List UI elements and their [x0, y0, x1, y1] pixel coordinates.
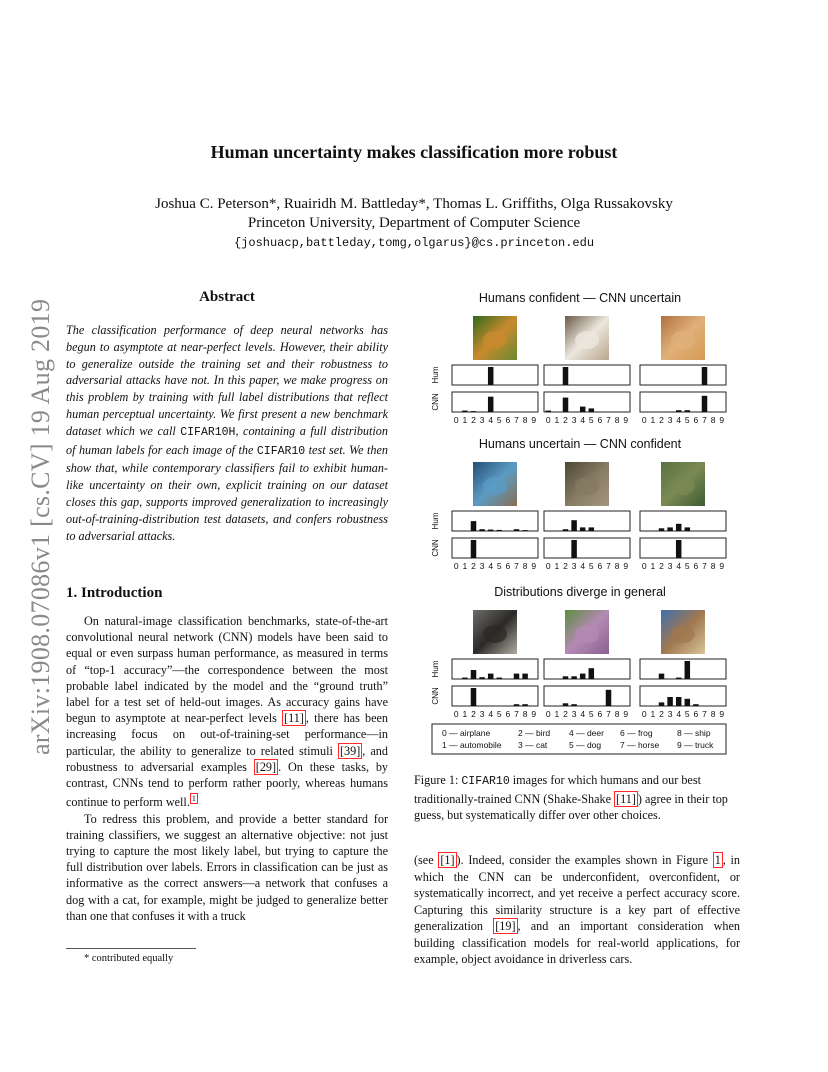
- tick-label: 1: [554, 561, 560, 571]
- bar-cnn: [563, 703, 569, 706]
- tick-label: 3: [571, 709, 577, 719]
- bar-hum: [471, 670, 477, 679]
- bar-plot-frame: [544, 365, 630, 385]
- tick-label: 6: [597, 709, 603, 719]
- bar-cnn: [580, 407, 586, 412]
- text-run: (see: [414, 853, 439, 867]
- tick-label: 8: [710, 415, 716, 425]
- bar-cnn: [514, 704, 520, 706]
- legend-entry: 4 — deer: [569, 728, 604, 738]
- axis-label-hum: Hum: [431, 660, 440, 678]
- tick-label: 2: [659, 561, 664, 571]
- bar-hum: [514, 674, 520, 679]
- text-run: On natural-image classification benchmarks, state-of-the-art convolutional neural network (CNN) models have been said to equal or even surpass human performance, as measured in terms of “top-1 accuracy”—the correspondence between the most probable label indicated by the model and the “ground truth” label for a test set of held-out images. As accuracy gains have begun to asymptote at near-perfect levels: [66, 614, 388, 726]
- citation-link[interactable]: [11]: [284, 711, 304, 726]
- bar-plot-frame: [452, 538, 538, 558]
- dataset-name: CIFAR10H: [180, 425, 236, 439]
- text-run: , and an important consideration when building classification models for real-world applications, for example, object avoidance in driverless cars.: [414, 919, 740, 966]
- tick-label: 8: [522, 415, 528, 425]
- tick-label: 7: [514, 415, 519, 425]
- bar-hum: [685, 661, 691, 679]
- tick-label: 5: [684, 561, 690, 571]
- tick-label: 4: [676, 415, 682, 425]
- tick-label: 1: [554, 709, 560, 719]
- figure-link[interactable]: 1: [714, 853, 721, 867]
- bar-cnn: [571, 704, 577, 706]
- bar-hum: [522, 530, 528, 531]
- tick-label: 8: [522, 561, 528, 571]
- tick-label: 0: [545, 561, 551, 571]
- bar-plot-frame: [640, 538, 726, 558]
- image-subject: [671, 331, 695, 349]
- tick-label: 9: [531, 709, 537, 719]
- tick-label: 4: [488, 709, 494, 719]
- bar-plot-frame: [452, 365, 538, 385]
- legend-entry: 6 — frog: [620, 728, 653, 738]
- bar-hum: [676, 524, 682, 531]
- tick-label: 9: [623, 561, 629, 571]
- tick-label: 0: [641, 561, 647, 571]
- image-subject: [575, 331, 599, 349]
- author-block: [0, 195, 828, 233]
- bar-hum: [488, 367, 494, 385]
- tick-label: 1: [462, 709, 468, 719]
- tick-label: 8: [614, 415, 620, 425]
- bar-plot-frame: [544, 538, 630, 558]
- bar-plot-frame: [640, 365, 726, 385]
- text-run: , there has been increasing focus on out-of-training-set performance—in particular, the ability to generalize to related stimuli: [66, 711, 388, 758]
- tick-label: 0: [641, 415, 647, 425]
- bar-hum: [580, 527, 586, 531]
- tick-label: 5: [496, 561, 502, 571]
- tick-label: 0: [453, 415, 459, 425]
- bar-cnn: [546, 411, 552, 412]
- tick-label: 3: [667, 709, 673, 719]
- bar-hum: [488, 674, 494, 679]
- citation-link[interactable]: [1]: [440, 853, 455, 867]
- text-run: . On these tasks, by contrast, CNNs tend to perform rather poorly, whereas humans continue to perform well.: [66, 759, 389, 810]
- author-emails: {joshuacp,battleday,tomg,olgarus}@cs.princeton.edu: [233, 236, 595, 250]
- tick-label: 5: [588, 709, 594, 719]
- tick-label: 8: [614, 561, 620, 571]
- tick-label: 4: [676, 561, 682, 571]
- bar-hum: [571, 676, 577, 679]
- bar-plot-frame: [544, 511, 630, 531]
- legend-entry: 9 — truck: [677, 740, 714, 750]
- bar-cnn: [462, 411, 468, 412]
- bar-cnn: [571, 540, 577, 558]
- bar-cnn: [471, 540, 477, 558]
- bar-hum: [667, 527, 673, 531]
- panel-title: Distributions diverge in general: [494, 585, 666, 599]
- bar-plot-frame: [452, 686, 538, 706]
- bar-hum: [563, 676, 569, 679]
- image-subject: [575, 625, 599, 643]
- tick-label: 9: [623, 709, 629, 719]
- bar-cnn: [676, 410, 682, 412]
- tick-label: 7: [514, 561, 519, 571]
- tick-label: 6: [505, 561, 511, 571]
- axis-label-hum: Hum: [431, 512, 440, 530]
- tick-label: 1: [462, 415, 468, 425]
- bar-cnn: [589, 408, 595, 412]
- tick-label: 5: [496, 709, 502, 719]
- bar-plot-frame: [452, 511, 538, 531]
- tick-label: 2: [471, 415, 476, 425]
- right-column-text: [414, 852, 740, 968]
- tick-label: 2: [471, 561, 476, 571]
- bar-hum: [659, 528, 665, 531]
- bar-cnn: [685, 699, 691, 706]
- tick-label: 5: [684, 709, 690, 719]
- bar-plot-frame: [640, 686, 726, 706]
- tick-label: 7: [606, 709, 611, 719]
- axis-label-cnn: CNN: [431, 539, 440, 557]
- citation-link[interactable]: [19]: [495, 919, 516, 933]
- bar-hum: [471, 521, 477, 531]
- tick-label: 1: [462, 561, 468, 571]
- image-subject: [483, 477, 507, 495]
- tick-label: 6: [505, 415, 511, 425]
- tick-label: 5: [496, 415, 502, 425]
- bar-hum: [497, 530, 503, 531]
- tick-label: 7: [702, 415, 707, 425]
- tick-label: 3: [479, 709, 485, 719]
- tick-label: 0: [545, 709, 551, 719]
- bar-cnn: [676, 540, 682, 558]
- tick-label: 2: [659, 415, 664, 425]
- abstract-part: , containing a full distribution of human labels for each image of the: [66, 423, 388, 457]
- bar-cnn: [471, 411, 477, 412]
- image-subject: [483, 331, 507, 349]
- figure-caption: [414, 772, 740, 824]
- tick-label: 4: [580, 709, 586, 719]
- bar-plot-frame: [544, 659, 630, 679]
- tick-label: 3: [667, 561, 673, 571]
- bar-hum: [580, 674, 586, 679]
- image-subject: [483, 625, 507, 643]
- legend-entry: 7 — horse: [620, 740, 660, 750]
- dataset-name: CIFAR10: [461, 775, 510, 788]
- footnote-divider: [66, 948, 196, 949]
- text-run: ). Indeed, consider the examples shown in Figure: [456, 853, 713, 867]
- abstract-text: [66, 322, 388, 544]
- citation-link[interactable]: [11]: [616, 791, 636, 806]
- tick-label: 1: [650, 561, 656, 571]
- axis-label-hum: Hum: [431, 366, 440, 384]
- legend-entry: 3 — cat: [518, 740, 548, 750]
- tick-label: 9: [531, 415, 537, 425]
- abstract-heading: Abstract: [199, 289, 255, 305]
- bar-hum: [488, 530, 494, 531]
- bar-hum: [522, 674, 528, 679]
- tick-label: 1: [650, 709, 656, 719]
- tick-label: 9: [531, 561, 537, 571]
- tick-label: 2: [563, 561, 568, 571]
- legend-entry: 0 — airplane: [442, 728, 491, 738]
- tick-label: 6: [597, 561, 603, 571]
- tick-label: 3: [571, 561, 577, 571]
- bar-hum: [514, 529, 520, 531]
- axis-label-cnn: CNN: [431, 393, 440, 411]
- tick-label: 9: [719, 561, 725, 571]
- axis-label-cnn: CNN: [431, 687, 440, 705]
- tick-label: 1: [650, 415, 656, 425]
- tick-label: 4: [580, 561, 586, 571]
- tick-label: 7: [702, 561, 707, 571]
- caption-label: Figure 1:: [414, 773, 462, 787]
- bar-hum: [563, 367, 569, 385]
- abstract-part: The classification performance of deep neural networks has begun to asymptote at near-perfect levels. However, their ability to generalize outside the training set and their robustness to adversarial attacks have not. In this paper, we make progress on this problem by training with full label distributions that reflect human perceptual uncertainty. We first present a new benchmark dataset which we call: [66, 323, 388, 438]
- image-subject: [671, 477, 695, 495]
- author-list: Joshua C. Peterson*, Ruairidh M. Battleday*, Thomas L. Griffiths, Olga Russakovsky: [155, 196, 673, 212]
- intro-text: [66, 613, 388, 924]
- footnote: * contributed equally: [84, 953, 174, 964]
- bar-plot-frame: [640, 392, 726, 412]
- text-run: , in which the CNN can be underconfident, overconfident, or systematically incorrect, and yet receive a perfect accuracy score. Capturing this similarity structure is a key part of effective generalization: [414, 853, 740, 933]
- citation-link[interactable]: [29]: [255, 759, 277, 774]
- bar-cnn: [685, 410, 691, 412]
- tick-label: 6: [693, 709, 699, 719]
- dataset-name: CIFAR10: [256, 444, 306, 458]
- figure-1: [414, 284, 744, 764]
- tick-label: 6: [693, 561, 699, 571]
- abstract-part: test set. We then show that, while contemporary classifiers fail to exhibit human-like uncertainty on their own, explicit training on our dataset closes this gap, supports improved generalization to increasingly out-of-training-distribution test datasets, and confers robustness to adversarial attacks.: [66, 442, 389, 543]
- legend-entry: 8 — ship: [677, 728, 711, 738]
- tick-label: 7: [606, 415, 611, 425]
- tick-label: 0: [545, 415, 551, 425]
- bar-cnn: [606, 690, 612, 706]
- bar-plot-frame: [452, 392, 538, 412]
- bar-hum: [563, 529, 569, 531]
- bar-hum: [702, 367, 708, 385]
- text-run: , and robustness to adversarial examples: [66, 743, 388, 774]
- tick-label: 0: [453, 709, 459, 719]
- bar-hum: [479, 677, 485, 679]
- bar-cnn: [676, 697, 682, 706]
- tick-label: 4: [488, 561, 494, 571]
- tick-label: 3: [479, 415, 485, 425]
- panel-title: Humans uncertain — CNN confident: [478, 437, 682, 451]
- intro-heading: 1. Introduction: [66, 585, 163, 601]
- tick-label: 7: [702, 709, 707, 719]
- text-run: ) agree in their top guess, but systematically differ over other choices.: [414, 791, 728, 822]
- tick-label: 8: [614, 709, 620, 719]
- paper-title: Human uncertainty makes classification more robust: [210, 142, 618, 162]
- tick-label: 3: [667, 415, 673, 425]
- tick-label: 2: [471, 709, 476, 719]
- tick-label: 7: [514, 709, 519, 719]
- intro-paragraph-1: [66, 613, 388, 811]
- bar-plot-frame: [640, 511, 726, 531]
- bar-cnn: [702, 396, 708, 412]
- bar-hum: [676, 678, 682, 679]
- bar-hum: [497, 678, 503, 679]
- bar-hum: [685, 527, 691, 531]
- tick-label: 6: [597, 415, 603, 425]
- bar-cnn: [667, 697, 673, 706]
- image-subject: [671, 625, 695, 643]
- bar-cnn: [563, 398, 569, 412]
- tick-label: 8: [710, 561, 716, 571]
- bar-cnn: [693, 704, 699, 706]
- bar-hum: [571, 520, 577, 531]
- tick-label: 8: [710, 709, 716, 719]
- bar-plot-frame: [640, 659, 726, 679]
- tick-label: 5: [684, 415, 690, 425]
- arxiv-stamp: arXiv:1908.07086v1 [cs.CV] 19 Aug 2019: [26, 298, 55, 755]
- bar-cnn: [488, 397, 494, 412]
- tick-label: 4: [580, 415, 586, 425]
- bar-hum: [589, 668, 595, 679]
- tick-label: 9: [623, 415, 629, 425]
- text-run: images for which humans and our best traditionally-trained CNN (Shake-Shake: [414, 773, 701, 806]
- tick-label: 0: [641, 709, 647, 719]
- tick-label: 7: [606, 561, 611, 571]
- tick-label: 4: [676, 709, 682, 719]
- footnote-link[interactable]: 1: [191, 794, 196, 804]
- tick-label: 3: [479, 561, 485, 571]
- bar-plot-frame: [544, 392, 630, 412]
- tick-label: 9: [719, 709, 725, 719]
- tick-label: 9: [719, 415, 725, 425]
- tick-label: 6: [693, 415, 699, 425]
- tick-label: 0: [453, 561, 459, 571]
- legend-entry: 1 — automobile: [442, 740, 502, 750]
- tick-label: 2: [563, 709, 568, 719]
- bar-cnn: [471, 688, 477, 706]
- bar-hum: [659, 674, 665, 679]
- tick-label: 8: [522, 709, 528, 719]
- bar-hum: [462, 678, 468, 679]
- tick-label: 2: [659, 709, 664, 719]
- tick-label: 6: [505, 709, 511, 719]
- bar-cnn: [659, 702, 665, 706]
- bar-cnn: [522, 704, 528, 706]
- image-subject: [575, 477, 599, 495]
- intro-paragraph-2: To redress this problem, and provide a better standard for training classifiers, we suggest an alternative objective: not just trying to capture the most likely label, but trying to capture the full distribution over labels. Errors in classification can be just as informative as the correct answers—a network that confuses a dog with a cat, for example, might be judged to generalize better than one that confuses it with a truck: [66, 811, 388, 923]
- tick-label: 1: [554, 415, 560, 425]
- legend-entry: 2 — bird: [518, 728, 551, 738]
- bar-hum: [479, 529, 485, 531]
- panel-title: Humans confident — CNN uncertain: [478, 291, 682, 305]
- affiliation: Princeton University, Department of Computer Science: [247, 215, 581, 231]
- tick-label: 5: [588, 561, 594, 571]
- bar-plot-frame: [544, 686, 630, 706]
- tick-label: 5: [588, 415, 594, 425]
- citation-link[interactable]: [39]: [339, 743, 361, 758]
- bar-hum: [589, 527, 595, 531]
- tick-label: 4: [488, 415, 494, 425]
- legend-entry: 5 — dog: [569, 740, 602, 750]
- tick-label: 2: [563, 415, 568, 425]
- tick-label: 3: [571, 415, 577, 425]
